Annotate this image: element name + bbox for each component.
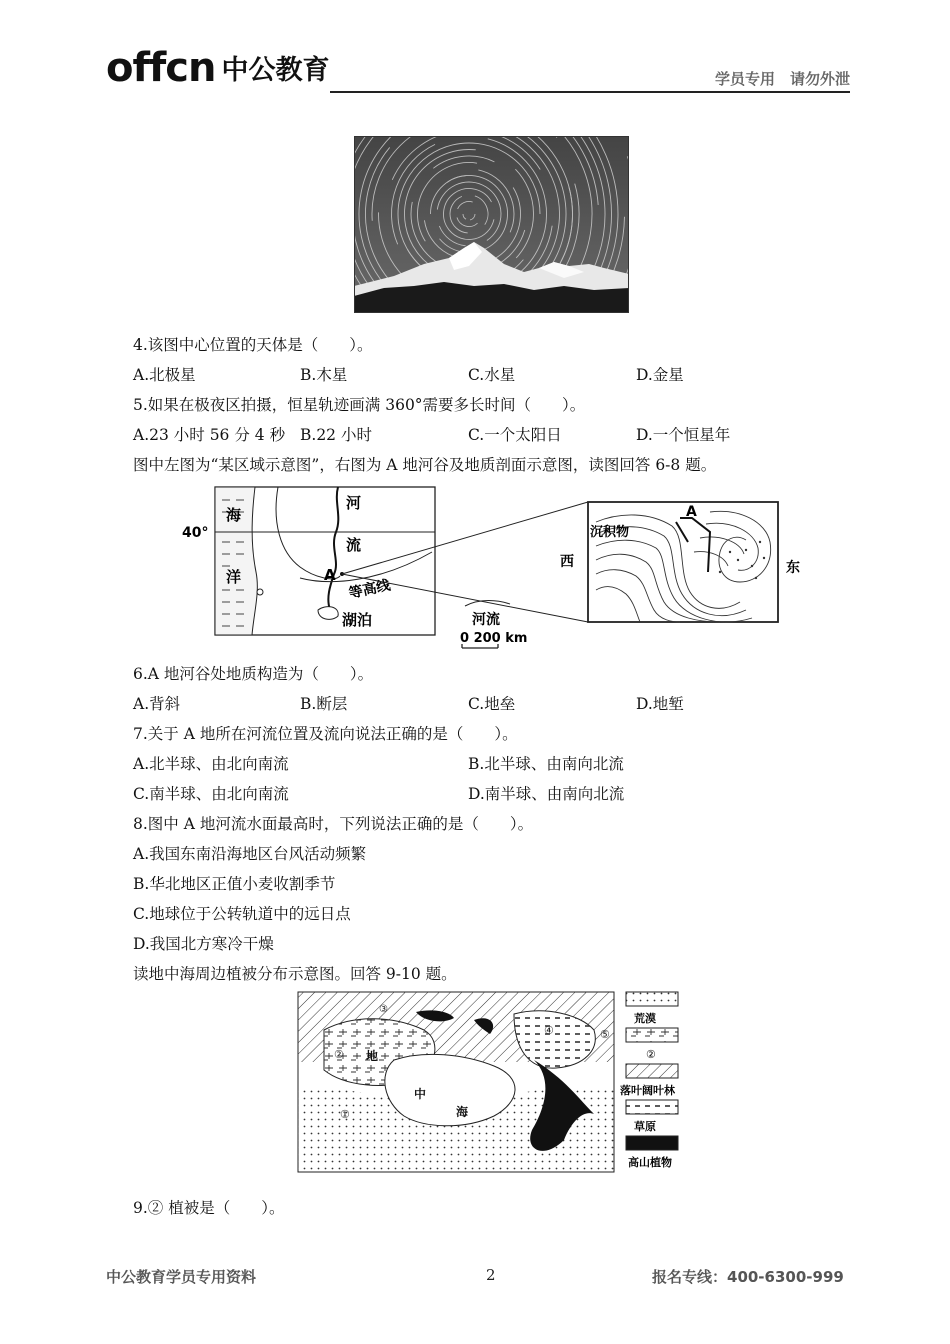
- q7-option-a: A.北半球、由北向南流: [133, 755, 289, 773]
- q8-option-d: D.我国北方寒冷干燥: [133, 935, 274, 953]
- legend-alpine-label: 高山植物: [628, 1156, 672, 1169]
- q6-option-d: D.地堑: [636, 695, 684, 713]
- q8-option-b: B.华北地区正值小麦收割季节: [133, 875, 336, 893]
- q8-option-c: C.地球位于公转轨道中的远日点: [133, 905, 351, 923]
- question-6-stem: 6.A 地河谷处地质构造为（ ）。: [133, 665, 374, 683]
- ocean-label: 洋: [226, 568, 242, 586]
- legend-grassland-label: 草原: [634, 1120, 656, 1133]
- map2-hai-label: 海: [456, 1105, 469, 1119]
- intro-questions-9-10: 读地中海周边植被分布示意图。回答 9-10 题。: [133, 965, 457, 983]
- contour-label: 等高线: [347, 577, 392, 602]
- mediterranean-vegetation-map: [294, 990, 694, 1180]
- q7-option-d: D.南半球、由南向北流: [468, 785, 625, 803]
- q5-option-c: C.一个太阳日: [468, 426, 562, 444]
- q6-option-c: C.地垒: [468, 695, 516, 713]
- sediment-label: 沉积物: [590, 525, 630, 540]
- map2-label-3: ③: [379, 1004, 388, 1015]
- map2-label-1: ①: [340, 1108, 350, 1121]
- map2-di-label: 地: [366, 1049, 379, 1063]
- question-8-stem: 8.图中 A 地河流水面最高时，下列说法正确的是（ ）。: [133, 815, 534, 833]
- region-and-section-map: [180, 482, 820, 650]
- q7-option-c: C.南半球、由北向南流: [133, 785, 289, 803]
- q8-option-a: A.我国东南沿海地区台风活动频繁: [133, 845, 367, 863]
- header-divider: [330, 91, 850, 93]
- footer-left-text: 中公教育学员专用资料: [106, 1268, 257, 1286]
- map2-label-4: ④: [544, 1024, 554, 1037]
- q6-option-a: A.背斜: [133, 695, 181, 713]
- river-label-2: 流: [346, 536, 362, 554]
- point-a-label: A: [324, 566, 336, 584]
- header-notice: 学员专用 请勿外泄: [714, 70, 850, 88]
- map2-zhong-label: 中: [414, 1087, 427, 1101]
- page-number: 2: [486, 1266, 496, 1284]
- q5-option-d: D.一个恒星年: [636, 426, 731, 444]
- q4-option-c: C.水星: [468, 366, 516, 384]
- logo-wordmark: offcn: [106, 45, 216, 91]
- legend-2-label: ②: [646, 1048, 656, 1061]
- star-trail-photo: [354, 136, 629, 313]
- question-5-stem: 5.如果在极夜区拍摄，恒星轨迹画满 360°需要多长时间（ ）。: [133, 396, 586, 414]
- q5-option-b: B.22 小时: [300, 426, 372, 444]
- q5-option-a: A.23 小时 56 分 4 秒: [133, 426, 286, 444]
- east-label: 东: [786, 560, 800, 576]
- lake-label: 湖泊: [342, 611, 373, 629]
- q4-option-b: B.木星: [300, 366, 348, 384]
- river-label-1: 河: [346, 494, 362, 512]
- question-4-stem: 4.该图中心位置的天体是（ ）。: [133, 336, 373, 354]
- footer-hotline: 报名专线：400-6300-999: [652, 1268, 844, 1286]
- scale-label: 0 200 km: [460, 631, 528, 646]
- west-label: 西: [560, 554, 574, 570]
- latitude-label: 40°: [182, 525, 209, 541]
- brand-logo: [106, 45, 330, 91]
- q7-option-b: B.北半球、由南向北流: [468, 755, 624, 773]
- q4-option-a: A.北极星: [133, 366, 196, 384]
- legend-deciduous-label: 落叶阔叶林: [620, 1084, 675, 1097]
- q6-option-b: B.断层: [300, 695, 348, 713]
- sea-label: 海: [226, 506, 242, 524]
- question-7-stem: 7.关于 A 地所在河流位置及流向说法正确的是（ ）。: [133, 725, 518, 743]
- river-label-3: 河流: [472, 612, 500, 628]
- legend-desert-label: 荒漠: [634, 1012, 656, 1025]
- question-9-stem: 9.② 植被是（ ）。: [133, 1199, 285, 1217]
- section-point-a-label: A: [686, 504, 697, 520]
- intro-questions-6-8: 图中左图为“某区域示意图”，右图为 A 地河谷及地质剖面示意图，读图回答 6-8 题。: [133, 456, 717, 474]
- map2-label-2: ②: [334, 1048, 344, 1061]
- logo-chinese: 中公教育: [221, 55, 330, 86]
- map2-label-5: ⑤: [600, 1028, 610, 1041]
- q4-option-d: D.金星: [636, 366, 684, 384]
